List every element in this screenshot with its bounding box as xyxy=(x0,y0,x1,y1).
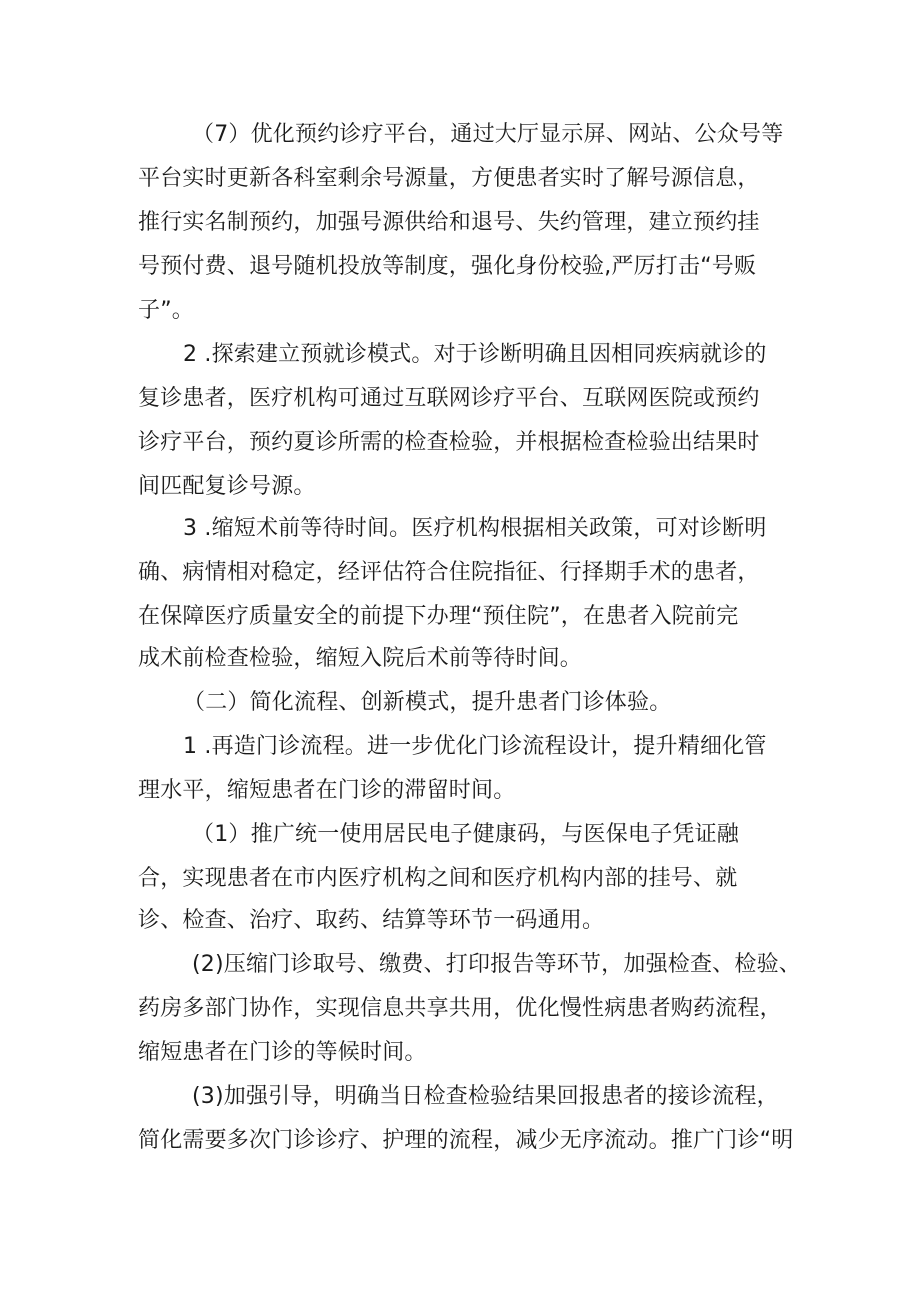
item1-line-1: 1 .再造门诊流程。进一步优化门诊流程设计，提升精细化管 xyxy=(183,734,767,759)
item2-line-4: 间匹配复诊号源。 xyxy=(138,474,316,499)
p7-line-5: 子”。 xyxy=(138,298,194,323)
sub2-line-1: (2)压缩门诊取号、缴费、打印报告等环节，加强检查、检验、 xyxy=(192,952,801,977)
sub2-line-2: 药房多部门协作，实现信息共享共用，优化慢性病患者购药流程， xyxy=(138,996,782,1021)
p7-line-4: 号预付费、退号随机投放等制度，强化身份校验,严厉打击“号贩 xyxy=(138,254,757,279)
sub1-line-1: （1）推广统一使用居民电子健康码，与医保电子凭证融 xyxy=(192,822,739,847)
item2-line-1: 2 .探索建立预就诊模式。对于诊断明确且因相同疾病就诊的 xyxy=(183,342,767,367)
sub2-line-3: 缩短患者在门诊的等候时间。 xyxy=(138,1040,427,1065)
sub3-line-2: 简化需要多次门诊诊疗、护理的流程，减少无序流动。推广门诊“明 xyxy=(138,1128,794,1153)
sub3-line-1: (3)加强引导，明确当日检查检验结果回报患者的接诊流程， xyxy=(192,1084,779,1109)
item3-line-2: 确、病情相对稳定，经评估符合住院指征、行择期手术的患者， xyxy=(138,560,760,585)
sub1-line-2: 合，实现患者在市内医疗机构之间和医疗机构内部的挂号、就 xyxy=(138,866,738,891)
sub1-line-3: 诊、检查、治疗、取药、结算等环节一码通用。 xyxy=(138,908,605,933)
item3-line-4: 成术前检查检验，缩短入院后术前等待时间。 xyxy=(138,646,583,671)
p7-line-2: 平台实时更新各科室剩余号源量，方便患者实时了解号源信息， xyxy=(138,166,760,191)
item2-line-2: 复诊患者，医疗机构可通过互联网诊疗平台、互联网医院或预约 xyxy=(138,386,760,411)
item1-line-2: 理水平，缩短患者在门诊的滞留时间。 xyxy=(138,778,516,803)
item2-line-3: 诊疗平台，预约夏诊所需的检查检验，并根据检查检验出结果时 xyxy=(138,430,760,455)
section-heading-2: （二）简化流程、创新模式，提升患者门诊体验。 xyxy=(183,690,672,715)
p7-line-3: 推行实名制预约，加强号源供给和退号、失约管理，建立预约挂 xyxy=(138,210,760,235)
item3-line-1: 3 .缩短术前等待时间。医疗机构根据相关政策，可对诊断明 xyxy=(183,516,767,541)
p7-line-1: （7）优化预约诊疗平台，通过大厅显示屏、网站、公众号等 xyxy=(192,122,784,147)
item3-line-3: 在保障医疗质量安全的前提下办理“预住院”，在患者入院前完 xyxy=(138,604,739,629)
